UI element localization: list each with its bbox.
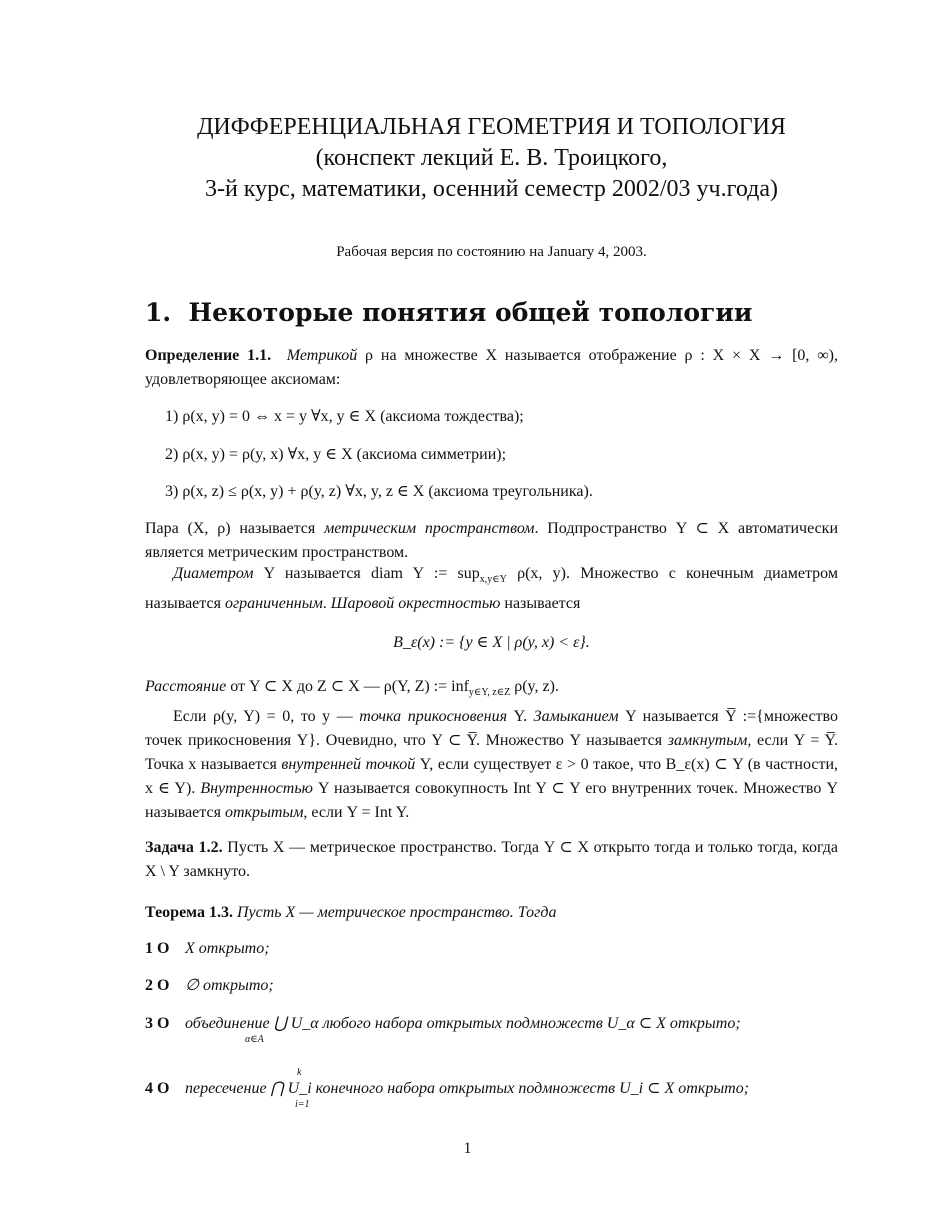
subtitle-line-1: (конспект лекций Е. В. Троицкого,: [315, 145, 668, 171]
intersection-lower: i=1: [295, 1099, 310, 1110]
paragraph-metric-space: Пара (X, ρ) называется метрическим пространством. Подпространство Y ⊂ X автоматически является метрическим пространством.: [145, 520, 839, 561]
axiom-2: 2) ρ(x, y) = ρ(y, x) ∀x, y ∈ X (аксиома симметрии);: [165, 446, 507, 463]
theorem-text: Пусть X — метрическое пространство. Тогда: [232, 904, 557, 921]
term-diameter: Диаметром: [173, 565, 254, 582]
theorem-item-3: 3 O объединение ⋃ U_α любого набора открытых подмножеств U_α ⊂ X открыто; α∈A: [145, 1013, 838, 1045]
section-number: 1.: [145, 298, 172, 327]
term-interior: Внутренностью: [200, 780, 313, 797]
paragraph-diameter: Диаметром Y называется diam Y := sup$_{x,y\in Y}$ ρ(x, y). Множество с конечным диаметром называется ограниченным. Шаровой окрестностью называется: [145, 565, 838, 613]
axiom-3: 3) ρ(x, z) ≤ ρ(x, y) + ρ(y, z) ∀x, y, z ∈ X (аксиома треугольника).: [165, 483, 593, 500]
formula-ball: B_ε(x) := {y ∈ X | ρ(y, x) < ε}.: [393, 634, 590, 651]
task-text: Пусть X — метрическое пространство. Тогда Y ⊂ X открыто тогда и только тогда, когда X \ Y замкнуто.: [145, 839, 839, 880]
union-index: α∈A: [245, 1034, 264, 1045]
definition-text: ρ на множестве X называется отображение ρ : X × X → [0, ∞), удовлетворяющее аксиомам:: [145, 347, 839, 388]
document-subtitle: [145, 143, 838, 205]
page-number: 1: [463, 1140, 472, 1157]
term-bounded: ограниченным: [224, 595, 323, 613]
definition-1-1: [145, 344, 838, 392]
subtitle-line-2: 3-й курс, математики, осенний семестр 2002/03 уч.года): [204, 176, 779, 202]
theorem-label: Теорема 1.3.: [145, 904, 233, 921]
term-closed: замкнутым: [667, 732, 748, 749]
term-open: открытым: [224, 804, 304, 821]
paragraph-closure: Если ρ(y, Y) = 0, то y — точка прикосновения Y. Замыканием Y называется Y̅ :={множество точек прикосновения Y}. Очевидно, что Y ⊂ Y̅. Множество Y называется замкнутым, если Y = Y̅. Точка x называется внутренней точкой Y, если существует ε > 0 такое, что B_ε(x) ⊂ Y (в частности, x ∈ Y). Внутренностью Y называется совокупность Int Y ⊂ Y его внутренних точек. Множество Y называется открытым, если Y = Int Y.: [145, 708, 839, 821]
theorem-item-4: k 4 O пересечение ⋂ U_i конечного набора открытых подмножеств U_i ⊂ X открыто; i=1: [145, 1068, 838, 1110]
term-ball-neighborhood: Шаровой окрестностью: [330, 595, 501, 613]
task-label: Задача 1.2.: [145, 839, 223, 856]
definition-label: Определение 1.1.: [145, 347, 272, 364]
term-interior-point: внутренней точкой: [281, 756, 416, 773]
section-title: Некоторые понятия общей топологии: [188, 298, 753, 327]
document-title: ДИФФЕРЕНЦИАЛЬНАЯ ГЕОМЕТРИЯ И ТОПОЛОГИЯ: [197, 114, 786, 140]
definition-term: Метрикой: [286, 347, 358, 364]
term-touch-point: точка прикосновения: [359, 708, 508, 725]
paragraph-distance: Расстояние от Y ⊂ X до Z ⊂ X — ρ(Y, Z) := inf$_{y\in Y, z\in Z}$ ρ(y, z).: [145, 678, 559, 699]
theorem-item-1: 1 O X открыто;: [145, 940, 270, 957]
term-distance: Расстояние: [145, 678, 227, 695]
intersection-upper: k: [297, 1067, 302, 1078]
section-heading: [145, 298, 752, 327]
task-1-2: [145, 836, 838, 884]
theorem-1-3: [145, 901, 838, 925]
document-page: [145, 0, 838, 1210]
axiom-1: 1) ρ(x, y) = 0 ⇔ x = y ∀x, y ∈ X (аксиома тождества);: [165, 408, 524, 425]
working-version-note: Рабочая версия по состоянию на January 4, 2003.: [336, 244, 647, 260]
term-closure: Замыканием: [533, 708, 619, 725]
theorem-item-2: 2 O ∅ открыто;: [145, 977, 274, 994]
term-metric-space: метрическим пространством: [324, 520, 535, 537]
